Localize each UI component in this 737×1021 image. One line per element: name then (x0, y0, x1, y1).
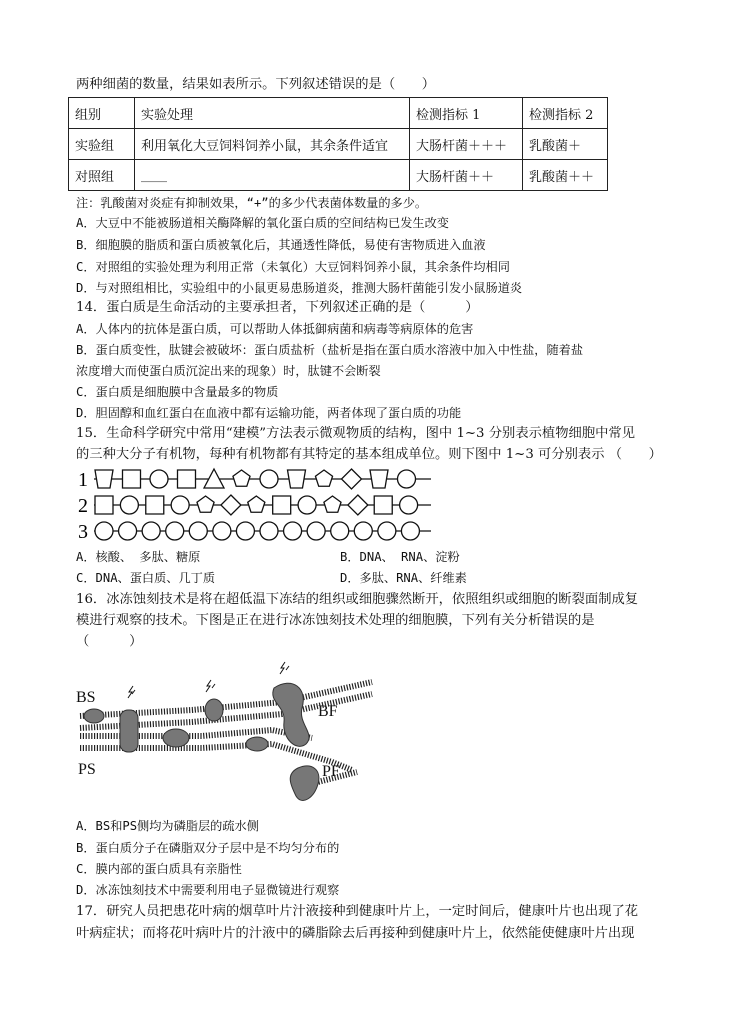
monomer-unit (400, 496, 418, 514)
molecule-chains-figure (76, 467, 441, 543)
option-a: A．人体内的抗体是蛋白质，可以帮助人体抵御病菌和病毒等病原体的危害 (76, 322, 474, 336)
monomer-unit (233, 470, 250, 486)
monomer-unit (331, 522, 349, 540)
monomer-unit (213, 522, 231, 540)
monomer-unit (315, 470, 332, 486)
monomer-unit (119, 522, 137, 540)
option-c: C．蛋白质是细胞膜中含量最多的物质 (76, 385, 279, 399)
q16-stem-line3: （ ） (76, 634, 143, 649)
monomer-unit (189, 522, 207, 540)
table-header-cell: 实验处理 (135, 98, 410, 129)
monomer-unit (236, 522, 254, 540)
monomer-unit (95, 522, 113, 540)
monomer-unit (342, 469, 362, 489)
monomer-unit (95, 496, 113, 514)
table-header-row (69, 98, 608, 129)
q15-stem-line2: 的三种大分子有机物，每种有机物都有其特定的基本组成单位。则下图中 1~3 可分别表示 （ ） (76, 447, 662, 462)
q16-stem-line1: 16．冰冻蚀刻技术是将在超低温下冻结的组织或细胞骤然断开，依照组织或细胞的断裂面制成复 (76, 592, 639, 607)
option-d: D．多肽、RNA、纤维素 (340, 571, 467, 585)
q15-stem-line1: 15．生命科学研究中常用“建模”方法表示微观物质的结构，图中 1~3 分别表示植物细胞中常见 (76, 426, 636, 441)
monomer-unit (288, 470, 306, 488)
option-b: B．蛋白质分子在磷脂双分子层中是不均匀分布的 (76, 841, 340, 855)
monomer-unit (248, 496, 265, 512)
monomer-unit (354, 522, 372, 540)
chain-label: 2 (78, 495, 88, 517)
option-b: B．蛋白质变性，肽键会被破坏：蛋白质盐析（盐析是指在蛋白质水溶液中加入中性盐，随着盐 (76, 343, 584, 357)
monomer-unit (171, 496, 189, 514)
q17-stem-line1: 17．研究人员把患花叶病的烟草叶片汁液接种到健康叶片上，一定时间后，健康叶片也出现了花 (76, 904, 639, 919)
table-cell: ____ (135, 160, 410, 191)
table-cell: 利用氧化大豆饲料饲养小鼠，其余条件适宜 (135, 129, 410, 160)
q14-stem: 14．蛋白质是生命活动的主要承担者，下列叙述正确的是（ ） (76, 300, 479, 315)
monomer-unit (178, 470, 196, 488)
table-cell: 对照组 (69, 160, 135, 191)
monomer-unit (260, 522, 278, 540)
monomer-unit (123, 470, 141, 488)
monomer-unit (401, 522, 419, 540)
monomer-unit (120, 496, 138, 514)
question-intro: 两种细菌的数量，结果如表所示。下列叙述错误的是（ ） (76, 77, 436, 92)
option-d: D．胆固醇和血红蛋白在血液中都有运输功能，两者体现了蛋白质的功能 (76, 406, 462, 420)
monomer-unit (398, 470, 416, 488)
table-row (69, 160, 608, 191)
table-cell: 大肠杆菌＋＋＋ (410, 129, 523, 160)
monomer-unit (260, 470, 278, 488)
ps-label: PS (78, 761, 96, 778)
option-d: D．与对照组相比，实验组中的小鼠更易患肠道炎，推测大肠杆菌能引发小鼠肠道炎 (76, 281, 523, 295)
option-c: C．对照组的实验处理为利用正常（未氧化）大豆饲料饲养小鼠，其余条件均相同 (76, 260, 510, 274)
bf-label: BF (318, 703, 338, 720)
option-a: A．核酸、 多肽、糖原 (76, 550, 201, 564)
table-row (69, 129, 608, 160)
monomer-unit (150, 470, 168, 488)
table-header-cell: 组别 (69, 98, 135, 129)
monomer-unit (146, 496, 164, 514)
monomer-unit (298, 496, 316, 514)
chain-label: 1 (78, 469, 88, 491)
table-header-cell: 检测指标 2 (523, 98, 608, 129)
option-a: A．BS和PS侧均为磷脂层的疏水侧 (76, 819, 259, 833)
monomer-unit (324, 496, 341, 512)
chain-label: 3 (78, 521, 88, 543)
table-cell: 乳酸菌＋＋ (523, 160, 608, 191)
monomer-unit (142, 522, 160, 540)
monomer-unit (378, 522, 396, 540)
table-cell: 实验组 (69, 129, 135, 160)
table-note: 注：乳酸菌对炎症有抑制效果，“+”的多少代表菌体数量的多少。 (76, 196, 428, 210)
option-b-continued: 浓度增大而使蛋白质沉淀出来的现象）时，肽键不会断裂 (76, 364, 381, 378)
option-d: D．冰冻蚀刻技术中需要利用电子显微镜进行观察 (76, 883, 340, 897)
table-header-cell: 检测指标 1 (410, 98, 523, 129)
monomer-unit (370, 470, 388, 488)
option-c: C．膜内部的蛋白质具有亲脂性 (76, 862, 242, 876)
table-cell: 乳酸菌＋ (523, 129, 608, 160)
bs-label: BS (76, 689, 96, 706)
monomer-unit (348, 495, 368, 515)
q16-stem-line2: 模进行观察的技术。下图是正在进行冰冻蚀刻技术处理的细胞膜，下列有关分析错误的是 (76, 613, 595, 628)
pf-label: PF (322, 763, 340, 780)
monomer-unit (374, 496, 392, 514)
option-a: A．大豆中不能被肠道相关酶降解的氧化蛋白质的空间结构已发生改变 (76, 216, 449, 230)
table-cell: 大肠杆菌＋＋ (410, 160, 523, 191)
monomer-unit (166, 522, 184, 540)
option-c: C．DNA、蛋白质、几丁质 (76, 571, 216, 585)
freeze-etch-membrane-figure (72, 658, 382, 814)
monomer-unit (221, 495, 241, 515)
experiment-table (68, 97, 608, 191)
monomer-unit (95, 470, 113, 488)
monomer-unit (273, 496, 291, 514)
monomer-unit (284, 522, 302, 540)
option-b: B．DNA、 RNA、淀粉 (340, 550, 460, 564)
monomer-unit (197, 496, 214, 512)
option-b: B．细胞膜的脂质和蛋白质被氧化后，其通透性降低，易使有害物质进入血液 (76, 238, 486, 252)
q17-stem-line2: 叶病症状；而将花叶病叶片的汁液中的磷脂除去后再接种到健康叶片上，依然能使健康叶片出现 (76, 926, 635, 941)
monomer-unit (307, 522, 325, 540)
